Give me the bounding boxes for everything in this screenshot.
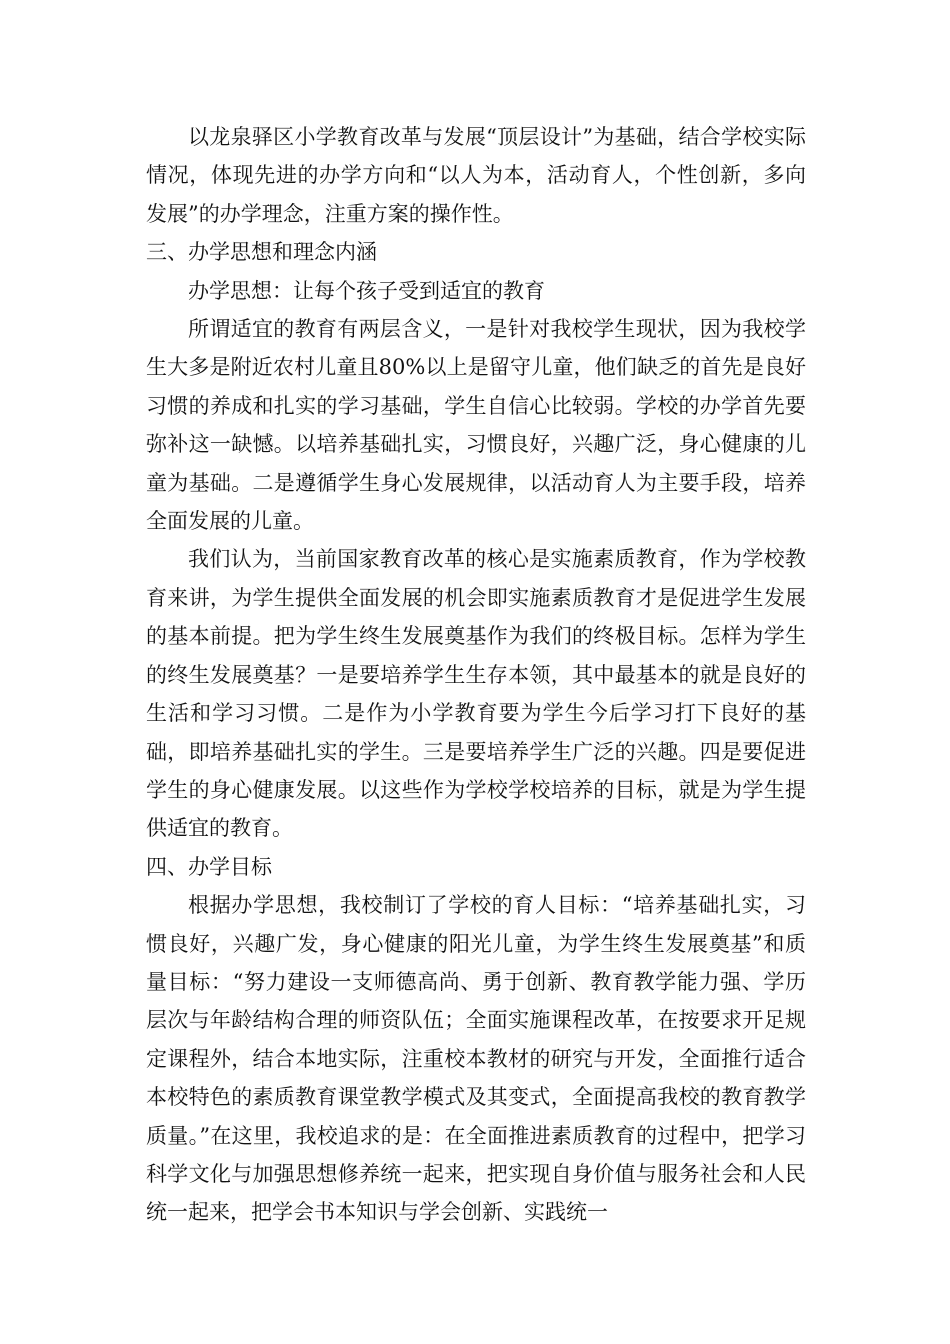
paragraph-design-basis: 以龙泉驿区小学教育改革与发展“顶层设计”为基础，结合学校实际情况，体现先进的办学方向和“以人为本，活动育人，个性创新，多向发展”的办学理念，注重方案的操作性。	[146, 125, 806, 226]
paragraph-quality-education: 我们认为，当前国家教育改革的核心是实施素质教育，作为学校教育来讲，为学生提供全面发展的机会即实施素质教育才是促进学生发展的基本前提。把为学生终生发展奠基作为我们的终极目标。怎样为学生的终生发展奠基？一是要培养学生生存本领，其中最基本的就是良好的生活和学习习惯。二是作为小学教育要为学生今后学习打下良好的基础，即培养基础扎实的学生。三是要培养学生广泛的兴趣。四是要促进学生的身心健康发展。以这些作为学校学校培养的目标，就是为学生提供适宜的教育。	[146, 547, 806, 841]
philosophy-statement: 办学思想：让每个孩子受到适宜的教育	[188, 278, 545, 303]
paragraph-appropriate-education: 所谓适宜的教育有两层含义，一是针对我校学生现状，因为我校学生大多是附近农村儿童且80%以上是留守儿童，他们缺乏的首先是良好习惯的养成和扎实的学习基础，学生自信心比较弱。学校的办学首先要弥补这一缺憾。以培养基础扎实，习惯良好，兴趣广泛，身心健康的儿童为基础。二是遵循学生身心发展规律，以活动育人为主要手段，培养全面发展的儿童。	[146, 317, 806, 534]
paragraph-goals: 根据办学思想，我校制订了学校的育人目标：“培养基础扎实，习惯良好，兴趣广发，身心健康的阳光儿童，为学生终生发展奠基”和质量目标：“努力建设一支师德高尚、勇于创新、教育教学能力强、学历层次与年龄结构合理的师资队伍；全面实施课程改革，在按要求开足规定课程外，结合本地实际，注重校本教材的研究与开发，全面推行适合本校特色的素质教育课堂教学模式及其变式，全面提高我校的教育教学质量。”在这里，我校追求的是：在全面推进素质教育的过程中，把学习科学文化与加强思想修养统一起来，把实现自身价值与服务社会和人民统一起来，把学会书本知识与学会创新、实践统一	[146, 893, 806, 1225]
section-heading-philosophy: 三、办学思想和理念内涵	[146, 240, 377, 265]
document-body	[146, 118, 806, 1232]
section-heading-goals: 四、办学目标	[146, 854, 272, 879]
